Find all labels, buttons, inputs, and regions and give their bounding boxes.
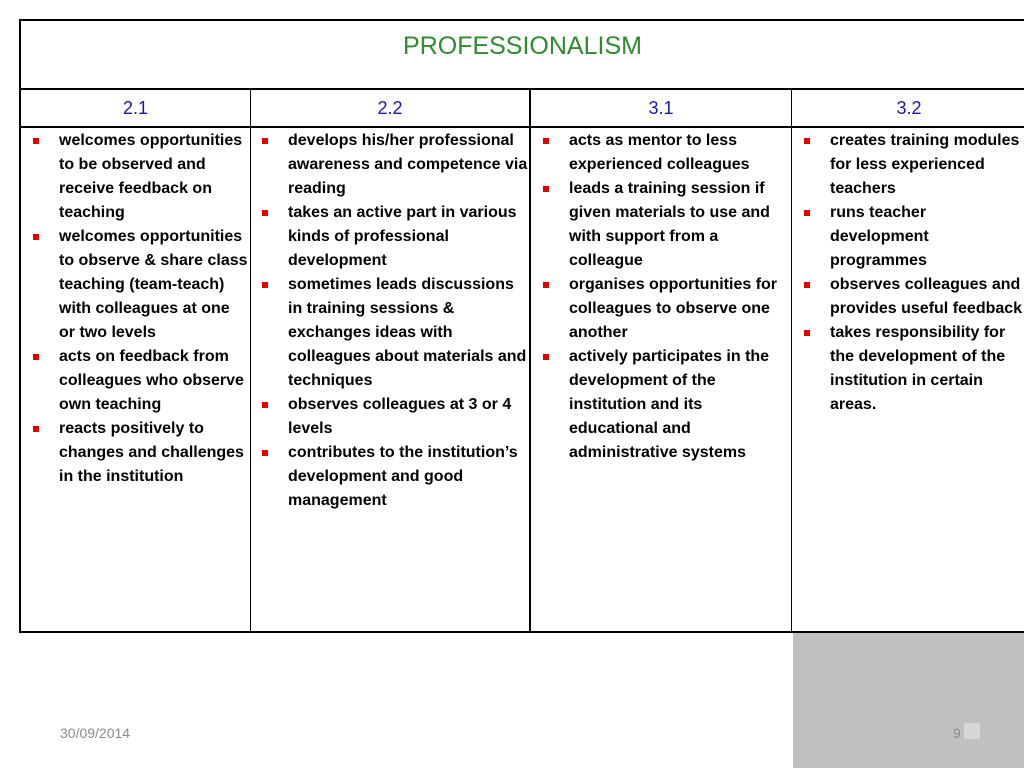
item-text: acts on feedback from colleagues who observe own teaching (59, 348, 244, 413)
list-item (250, 393, 530, 441)
square-bullet-icon (543, 186, 549, 192)
item-text: observes colleagues at 3 or 4 levels (288, 396, 512, 437)
item-text: organises opportunities for colleagues to observe one another (569, 276, 778, 341)
square-bullet-icon (262, 402, 268, 408)
list-item (250, 273, 530, 393)
item-text: takes an active part in various kinds of professional development (288, 204, 517, 269)
list-item (21, 225, 250, 345)
list-item (792, 129, 1024, 201)
item-text: actively participates in the development of the institution and its educational and administrative systems (569, 348, 770, 461)
table-title-row (21, 21, 1024, 90)
item-text: takes responsibility for the development of the institution in certain areas. (830, 324, 1006, 413)
corner-gray-block (793, 632, 1024, 768)
square-bullet-icon (262, 282, 268, 288)
cell-3-2 (792, 128, 1024, 631)
item-text: runs teacher development programmes (830, 204, 929, 269)
table-title: PROFESSIONALISM (403, 32, 642, 60)
list-item (531, 345, 791, 465)
square-bullet-icon (33, 426, 39, 432)
square-bullet-icon (262, 210, 268, 216)
column-heading-2-2: 2.2 (377, 97, 403, 118)
column-heading-3-1: 3.1 (648, 97, 674, 118)
square-bullet-icon (33, 354, 39, 360)
item-text: contributes to the institution’s development and good management (288, 444, 518, 509)
list-item (792, 321, 1024, 417)
item-list (792, 129, 1024, 417)
square-bullet-icon (543, 282, 549, 288)
list-item (250, 441, 530, 513)
item-list (531, 129, 791, 465)
column-heading-3-2: 3.2 (896, 97, 922, 118)
cell-2-2 (250, 128, 530, 631)
table-body-row (21, 128, 1024, 631)
footer-date: 30/09/2014 (60, 725, 131, 741)
list-item (792, 201, 1024, 273)
square-bullet-icon (804, 138, 810, 144)
list-item (792, 273, 1024, 321)
square-bullet-icon (804, 330, 810, 336)
square-bullet-icon (262, 450, 268, 456)
item-list (250, 129, 530, 513)
column-heading-2-1: 2.1 (122, 97, 149, 118)
item-text: reacts positively to changes and challenges in the institution (59, 420, 244, 485)
item-text: leads a training session if given materials to use and with support from a colleague (569, 180, 770, 269)
list-item (531, 273, 791, 345)
list-item (250, 129, 530, 201)
square-bullet-icon (262, 138, 268, 144)
list-item (250, 201, 530, 273)
item-text: sometimes leads discussions in training sessions & exchanges ideas with colleagues about materials and techniques (288, 276, 527, 389)
square-bullet-icon (33, 138, 39, 144)
item-list (21, 129, 250, 489)
cell-2-1 (21, 128, 250, 631)
item-text: creates training modules for less experienced teachers (830, 132, 1020, 197)
list-item (21, 345, 250, 417)
square-bullet-icon (804, 210, 810, 216)
square-bullet-icon (543, 138, 549, 144)
corner-square-decoration (964, 723, 980, 739)
list-item (21, 129, 250, 225)
square-bullet-icon (33, 234, 39, 240)
list-item (531, 177, 791, 273)
column-header-row (21, 90, 1024, 128)
square-bullet-icon (804, 282, 810, 288)
item-text: develops his/her professional awareness and competence via reading (288, 132, 528, 197)
list-item (21, 417, 250, 489)
item-text: observes colleagues and provides useful feedback (830, 276, 1023, 317)
square-bullet-icon (543, 354, 549, 360)
professionalism-table (19, 19, 1024, 633)
item-text: welcomes opportunities to be observed and receive feedback on teaching (59, 132, 243, 221)
page-number: 9 (953, 725, 961, 741)
item-text: acts as mentor to less experienced colleagues (569, 132, 750, 173)
list-item (531, 129, 791, 177)
item-text: welcomes opportunities to observe & share class teaching (team-teach) with colleagues at one or two levels (59, 228, 248, 341)
cell-3-1 (531, 128, 791, 631)
